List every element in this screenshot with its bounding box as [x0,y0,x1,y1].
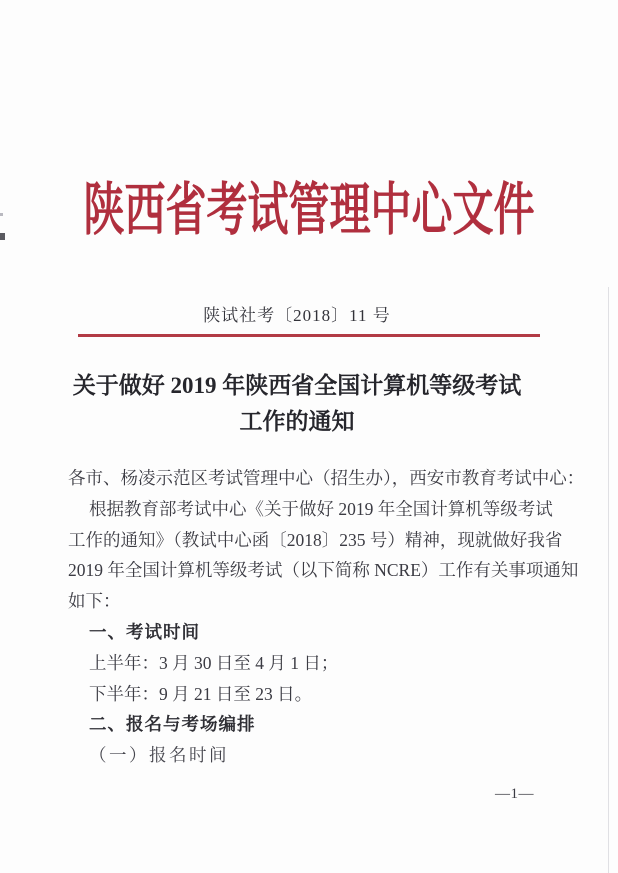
salutation-line: 各市、杨凌示范区考试管理中心（招生办），西安市教育考试中心： [68,468,585,488]
notice-title [0,368,606,440]
body-line: 2019 年全国计算机等级考试（以下简称 NCRE）工作有关事项通知 [68,560,579,581]
red-separator-rule [78,334,540,337]
body-line: 根据教育部考试中心《关于做好 2019 年全国计算机等级考试 [89,498,553,519]
scan-edge-line [608,287,609,873]
body-line: 下半年：9 月 21 日至 23 日。 [89,683,313,704]
document-number: 陕试社考〔2018〕11 号 [203,306,391,325]
body-line: 工作的通知》（教试中心函〔2018〕235 号）精神，现就做好我省 [68,529,563,550]
section-heading-1: 一、考试时间 [89,621,200,642]
document-body [68,463,585,771]
body-line: 如下： [68,591,121,612]
scan-artifact-dark [0,233,5,240]
notice-title-line-1: 关于做好 2019 年陕西省全国计算机等级考试 [72,373,522,398]
page-number: —1— [495,786,534,802]
letterhead-text: 陕西省考试管理中心文件 [83,177,535,242]
section-heading-2: 二、报名与考场编排 [89,714,256,735]
letterhead-title [0,172,618,242]
notice-title-line-2: 工作的通知 [239,409,355,434]
body-line: 上半年：3 月 30 日至 4 月 1 日； [89,652,339,673]
subsection-heading: （一）报名时间 [89,745,229,766]
